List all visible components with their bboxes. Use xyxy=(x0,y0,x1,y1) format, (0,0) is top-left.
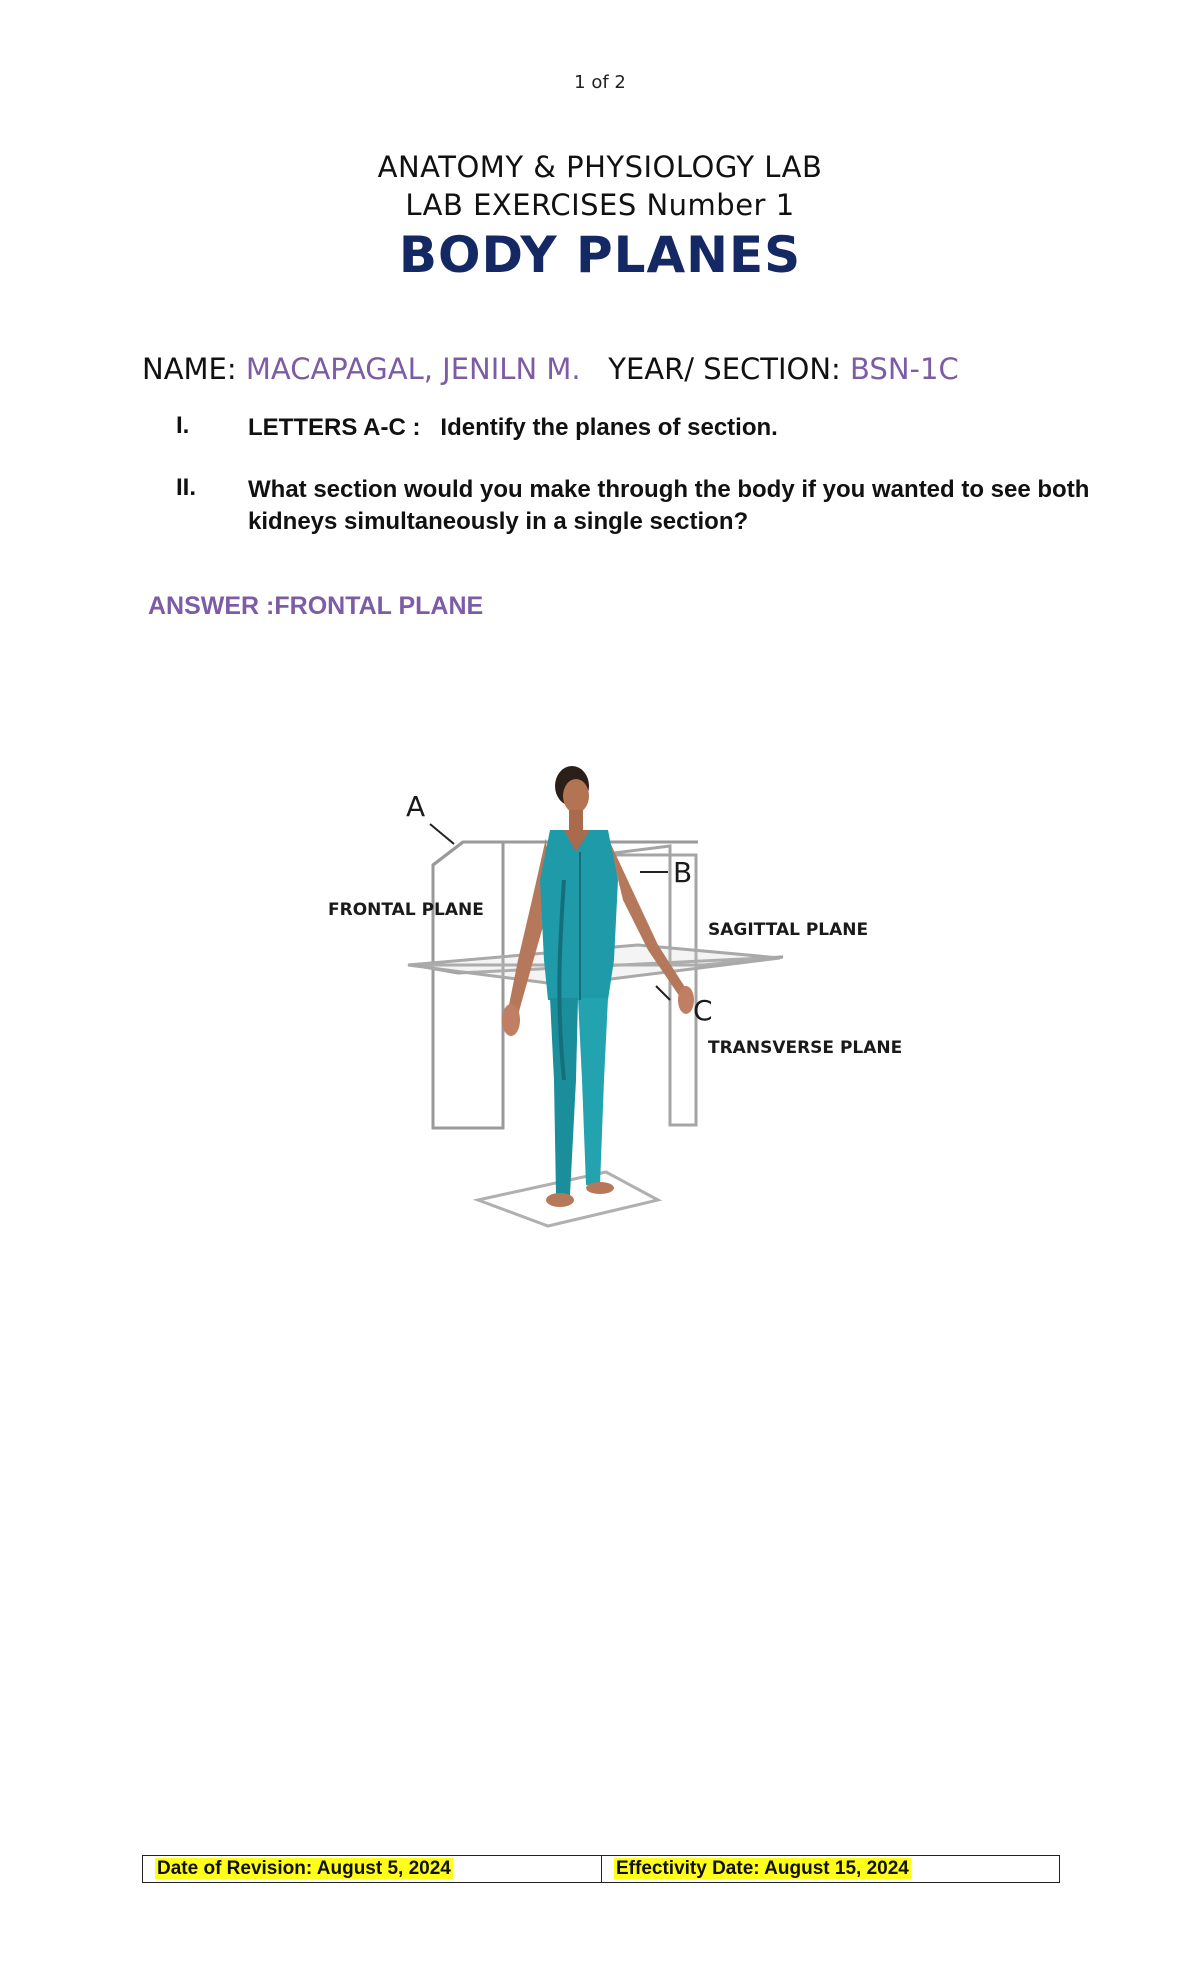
revision-date: Date of Revision: August 5, 2024 xyxy=(157,1858,451,1879)
page-title: BODY PLANES xyxy=(398,226,802,284)
pointer-c xyxy=(656,986,670,1000)
question-number: II. xyxy=(176,474,197,501)
page-number: 1 of 2 xyxy=(574,72,626,93)
question-text: What section would you make through the body if you wanted to see both kidneys simultaneously in a single section? xyxy=(248,476,1090,535)
name-label: NAME: xyxy=(142,352,237,386)
human-figure xyxy=(502,766,694,1207)
label-sagittal-plane: SAGITTAL PLANE xyxy=(708,920,869,940)
effectivity-cell xyxy=(601,1856,1059,1882)
question-number: I. xyxy=(176,412,190,439)
letter-c: C xyxy=(693,994,713,1027)
answer-text: ANSWER :FRONTAL PLANE xyxy=(148,592,484,620)
question-text: LETTERS A-C : Identify the planes of section. xyxy=(248,414,778,441)
effectivity-date: Effectivity Date: August 15, 2024 xyxy=(616,1858,909,1879)
label-transverse-plane: TRANSVERSE PLANE xyxy=(708,1038,903,1058)
name-value: MACAPAGAL, JENILN M. xyxy=(245,352,581,386)
letter-a: A xyxy=(406,790,426,823)
pointer-a xyxy=(430,824,454,844)
letter-b: B xyxy=(673,856,693,889)
frontal-plane xyxy=(433,842,503,1128)
body-planes-figure xyxy=(318,760,918,1260)
section-label: YEAR/ SECTION: xyxy=(608,352,841,386)
course-title: ANATOMY & PHYSIOLOGY LAB xyxy=(377,150,823,184)
section-value: BSN-1C xyxy=(850,352,959,386)
body-planes-illustration xyxy=(318,760,918,1260)
revision-footer xyxy=(142,1855,1060,1883)
revision-cell xyxy=(143,1856,601,1882)
label-frontal-plane: FRONTAL PLANE xyxy=(328,900,484,920)
student-info-line xyxy=(142,352,959,386)
exercise-title: LAB EXERCISES Number 1 xyxy=(405,188,795,222)
